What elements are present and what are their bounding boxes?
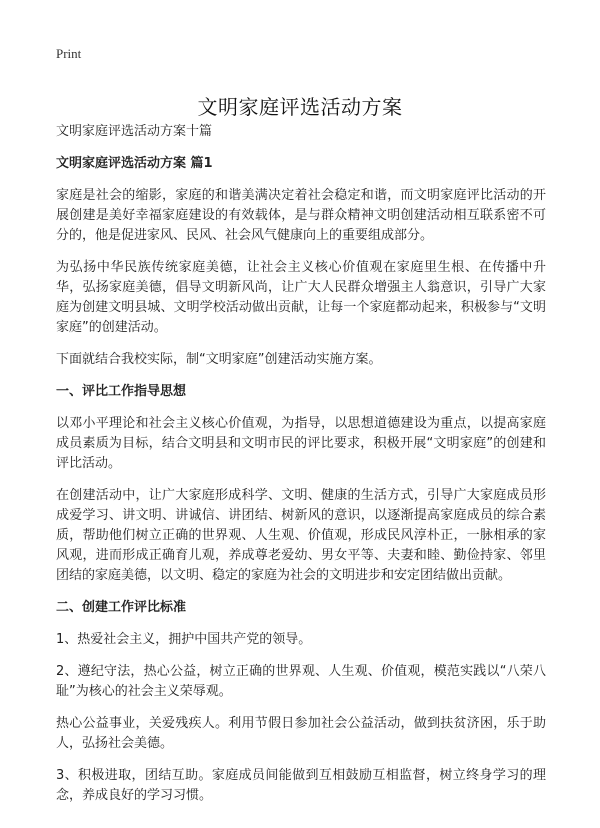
intro-paragraph-2: 为弘扬中华民族传统家庭美德，让社会主义核心价值观在家庭里生根、在传播中升华，弘扬家庭美德，倡导文明新风尚，让广大人民群众增强主人翁意识，引导广大家庭为创建文明县城、文明学校活动做出贡献，让每一个家庭都动起来，积极参与“文明家庭”的创建活动。: [56, 260, 546, 335]
print-link[interactable]: Print: [56, 46, 82, 61]
section-1-paragraph-2: 在创建活动中，让广大家庭形成科学、文明、健康的生活方式，引导广大家庭成员形成爱学习、讲文明、讲诚信、讲团结、树新风的意识，以逐渐提高家庭成员的综合素质，帮助他们树立正确的世界观、人生观、价值观，形成民风淳朴正，一脉相承的家风观，进而形成正确育儿观，养成尊老爱幼、男女平等、夫妻和睦、勤俭持家、邻里团结的家庭美德，以文明、稳定的家庭为社会的文明进步和安定团结做出贡献。: [56, 488, 546, 583]
document-body: [56, 122, 546, 818]
section-2-heading: 二、创建工作评比标准: [56, 600, 187, 615]
section-1-paragraph-1: 以邓小平理论和社会主义核心价值观，为指导，以思想道德建设为重点，以提高家庭成员素质为目标，结合文明县和文明市民的评比要求，积极开展“文明家庭”的创建和评比活动。: [56, 416, 546, 471]
section-1-heading: 一、评比工作指导思想: [56, 384, 187, 399]
intro-paragraph-3: 下面就结合我校实际，制“文明家庭”创建活动实施方案。: [56, 352, 382, 367]
document-title: 文明家庭评选活动方案: [197, 95, 403, 120]
section-2-item-3: 3、积极进取，团结互助。家庭成员间能做到互相鼓励互相监督，树立终身学习的理念，养成良好的学习习惯。: [56, 768, 546, 803]
section-2-item-2: 2、遵纪守法，热心公益，树立正确的世界观、人生观、价值观，模范实践以“八荣八耻”为核心的社会主义荣辱观。: [56, 664, 546, 699]
section-2-paragraph-3: 热心公益事业，关爱残疾人。利用节假日参加社会公益活动，做到扶贫济困，乐于助人，弘扬社会美德。: [56, 716, 546, 751]
document-subtitle: 文明家庭评选活动方案十篇: [56, 124, 213, 139]
chapter-title: 文明家庭评选活动方案 篇1: [56, 156, 213, 171]
section-2-item-1: 1、热爱社会主义，拥护中国共产党的领导。: [56, 632, 312, 647]
intro-paragraph-1: 家庭是社会的缩影，家庭的和谐美满决定着社会稳定和谐，而文明家庭评比活动的开展创建是美好幸福家庭建设的有效载体，是与群众精神文明创建活动相互联系密不可分的，他是促进家风、民风、社会风气健康向上的重要组成部分。: [56, 188, 546, 243]
